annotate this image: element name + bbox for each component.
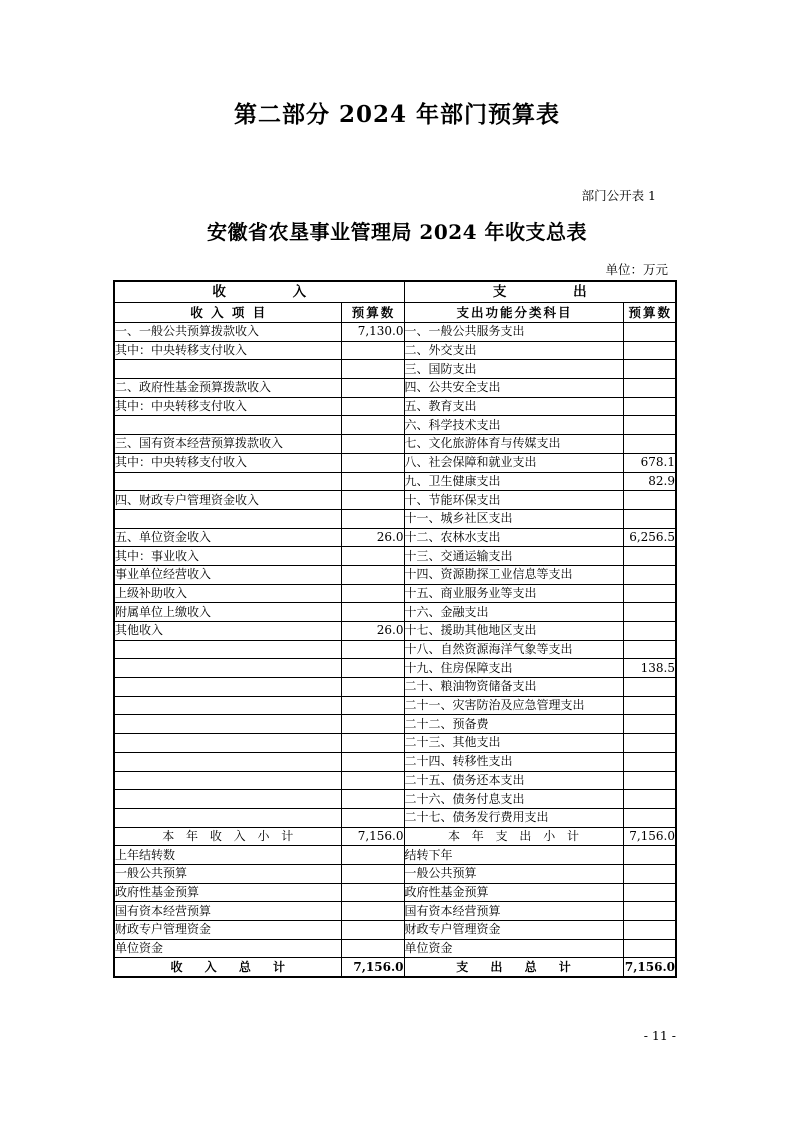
income-item-cell: 政府性基金预算: [114, 883, 341, 902]
expense-item-cell: 单位资金: [404, 939, 623, 958]
table-row: [114, 360, 676, 379]
table-row: [114, 640, 676, 659]
income-item-cell: 附属单位上缴收入: [114, 603, 341, 622]
income-item-cell: [114, 715, 341, 734]
expense-value-cell: 7,156.0: [623, 958, 676, 977]
table-row: [114, 584, 676, 603]
expense-item-cell: 十五、商业服务业等支出: [404, 584, 623, 603]
income-value-cell: [341, 696, 404, 715]
expense-item-cell: 二十四、转移性支出: [404, 752, 623, 771]
income-item-cell: 四、财政专户管理资金收入: [114, 491, 341, 510]
expense-value-cell: [623, 565, 676, 584]
expense-value-cell: [623, 491, 676, 510]
income-value-cell: [341, 379, 404, 398]
income-item-cell: 其中：中央转移支付收入: [114, 341, 341, 360]
income-item-column-header: 收 入 项 目: [114, 303, 341, 323]
expense-item-cell: 四、公共安全支出: [404, 379, 623, 398]
table-row: [114, 491, 676, 510]
income-value-cell: 26.0: [341, 622, 404, 641]
expense-value-cell: 82.9: [623, 472, 676, 491]
income-item-cell: 其中：中央转移支付收入: [114, 397, 341, 416]
expense-value-cell: [623, 921, 676, 940]
expense-item-cell: 政府性基金预算: [404, 883, 623, 902]
income-item-cell: [114, 808, 341, 827]
table-row: [114, 771, 676, 790]
income-value-cell: [341, 659, 404, 678]
income-item-cell: [114, 678, 341, 697]
income-value-cell: [341, 472, 404, 491]
expense-header: 支 出: [404, 281, 676, 303]
income-value-cell: [341, 734, 404, 753]
income-value-cell: [341, 341, 404, 360]
expense-item-cell: 十二、农林水支出: [404, 528, 623, 547]
expense-item-cell: 财政专户管理资金: [404, 921, 623, 940]
income-item-cell: [114, 472, 341, 491]
income-value-cell: [341, 435, 404, 454]
expense-value-cell: 138.5: [623, 659, 676, 678]
expense-value-cell: [623, 323, 676, 342]
table-row: [114, 846, 676, 865]
table-row: [114, 864, 676, 883]
income-item-cell: [114, 509, 341, 528]
expense-value-cell: [623, 696, 676, 715]
expense-item-cell: 八、社会保障和就业支出: [404, 453, 623, 472]
income-value-cell: [341, 771, 404, 790]
expense-item-cell: 六、科学技术支出: [404, 416, 623, 435]
income-value-cell: 7,156.0: [341, 958, 404, 977]
expense-item-cell: 支 出 总 计: [404, 958, 623, 977]
income-item-cell: 财政专户管理资金: [114, 921, 341, 940]
income-item-cell: 三、国有资本经营预算拨款收入: [114, 435, 341, 454]
expense-item-cell: 一、一般公共服务支出: [404, 323, 623, 342]
income-value-cell: [341, 603, 404, 622]
table-label: 部门公开表 1: [581, 188, 656, 203]
table-row: [114, 603, 676, 622]
table-row: [114, 341, 676, 360]
income-value-cell: [341, 453, 404, 472]
income-item-cell: [114, 696, 341, 715]
expense-item-cell: 十九、住房保障支出: [404, 659, 623, 678]
income-value-cell: 7,130.0: [341, 323, 404, 342]
table-row: [114, 547, 676, 566]
expense-item-cell: 九、卫生健康支出: [404, 472, 623, 491]
table-row: [114, 958, 676, 977]
expense-budget-column-header: 预算数: [623, 303, 676, 323]
expense-item-cell: 二、外交支出: [404, 341, 623, 360]
income-value-cell: [341, 565, 404, 584]
expense-value-cell: [623, 603, 676, 622]
expense-item-cell: 十一、城乡社区支出: [404, 509, 623, 528]
income-value-cell: [341, 883, 404, 902]
expense-value-cell: [623, 640, 676, 659]
expense-item-cell: 十七、援助其他地区支出: [404, 622, 623, 641]
expense-value-cell: [623, 678, 676, 697]
table-row: [114, 790, 676, 809]
expense-item-cell: 本 年 支 出 小 计: [404, 827, 623, 846]
income-value-cell: [341, 547, 404, 566]
table-row: [114, 379, 676, 398]
table-row: [114, 323, 676, 342]
table-row: [114, 883, 676, 902]
expense-item-cell: 二十五、债务还本支出: [404, 771, 623, 790]
income-item-cell: 上级补助收入: [114, 584, 341, 603]
expense-item-cell: 十、节能环保支出: [404, 491, 623, 510]
table-row: [114, 509, 676, 528]
expense-value-cell: [623, 622, 676, 641]
table-row: [114, 752, 676, 771]
expense-value-cell: [623, 715, 676, 734]
expense-value-cell: [623, 752, 676, 771]
budget-table: [113, 280, 677, 978]
section-title: 第二部分 2024 年部门预算表: [233, 101, 561, 128]
table-row: [114, 921, 676, 940]
income-item-cell: 一、一般公共预算拨款收入: [114, 323, 341, 342]
income-item-cell: 其中：事业收入: [114, 547, 341, 566]
income-item-cell: 事业单位经营收入: [114, 565, 341, 584]
table-header-row: [114, 281, 676, 303]
table-row: [114, 435, 676, 454]
table-row: [114, 397, 676, 416]
income-value-cell: [341, 808, 404, 827]
expense-item-cell: 二十六、债务付息支出: [404, 790, 623, 809]
table-row: [114, 659, 676, 678]
income-value-cell: [341, 509, 404, 528]
income-value-cell: 26.0: [341, 528, 404, 547]
table-row: [114, 622, 676, 641]
expense-value-cell: [623, 416, 676, 435]
table-row: [114, 939, 676, 958]
page-number: - 11 -: [643, 1028, 676, 1043]
expense-value-cell: [623, 808, 676, 827]
table-row: [114, 696, 676, 715]
unit-note: 单位：万元: [605, 262, 668, 277]
expense-value-cell: 6,256.5: [623, 528, 676, 547]
table-row: [114, 827, 676, 846]
expense-value-cell: [623, 734, 676, 753]
income-item-cell: [114, 734, 341, 753]
income-item-cell: 本 年 收 入 小 计: [114, 827, 341, 846]
table-row: [114, 734, 676, 753]
expense-item-cell: 二十一、灾害防治及应急管理支出: [404, 696, 623, 715]
expense-value-cell: [623, 902, 676, 921]
income-value-cell: [341, 416, 404, 435]
table-row: [114, 902, 676, 921]
column-header-row: [114, 303, 676, 323]
income-value-cell: 7,156.0: [341, 827, 404, 846]
table-row: [114, 528, 676, 547]
table-title: 安徽省农垦事业管理局 2024 年收支总表: [206, 220, 588, 244]
table-row: [114, 808, 676, 827]
income-item-cell: [114, 360, 341, 379]
expense-value-cell: 678.1: [623, 453, 676, 472]
income-item-cell: 二、政府性基金预算拨款收入: [114, 379, 341, 398]
table-row: [114, 678, 676, 697]
expense-item-cell: 二十七、债务发行费用支出: [404, 808, 623, 827]
income-item-cell: [114, 771, 341, 790]
expense-item-cell: 十六、金融支出: [404, 603, 623, 622]
income-item-cell: 其中：中央转移支付收入: [114, 453, 341, 472]
income-value-cell: [341, 715, 404, 734]
expense-value-cell: 7,156.0: [623, 827, 676, 846]
table-row: [114, 416, 676, 435]
expense-value-cell: [623, 883, 676, 902]
income-item-cell: 五、单位资金收入: [114, 528, 341, 547]
expense-item-cell: 国有资本经营预算: [404, 902, 623, 921]
expense-value-cell: [623, 846, 676, 865]
expense-item-cell: 十三、交通运输支出: [404, 547, 623, 566]
income-value-cell: [341, 921, 404, 940]
income-value-cell: [341, 584, 404, 603]
income-item-cell: [114, 416, 341, 435]
expense-item-cell: 十八、自然资源海洋气象等支出: [404, 640, 623, 659]
table-row: [114, 565, 676, 584]
income-value-cell: [341, 397, 404, 416]
expense-item-cell: 三、国防支出: [404, 360, 623, 379]
expense-value-cell: [623, 939, 676, 958]
income-value-cell: [341, 864, 404, 883]
income-value-cell: [341, 360, 404, 379]
income-value-cell: [341, 846, 404, 865]
expense-item-cell: 二十、粮油物资储备支出: [404, 678, 623, 697]
table-row: [114, 453, 676, 472]
income-value-cell: [341, 752, 404, 771]
income-item-cell: 收 入 总 计: [114, 958, 341, 977]
expense-item-column-header: 支出功能分类科目: [404, 303, 623, 323]
expense-item-cell: 七、文化旅游体育与传媒支出: [404, 435, 623, 454]
table-row: [114, 472, 676, 491]
expense-value-cell: [623, 397, 676, 416]
expense-value-cell: [623, 790, 676, 809]
expense-item-cell: 五、教育支出: [404, 397, 623, 416]
income-item-cell: 单位资金: [114, 939, 341, 958]
expense-value-cell: [623, 509, 676, 528]
income-value-cell: [341, 640, 404, 659]
expense-value-cell: [623, 435, 676, 454]
table-row: [114, 715, 676, 734]
expense-value-cell: [623, 379, 676, 398]
expense-value-cell: [623, 341, 676, 360]
expense-item-cell: 十四、资源勘探工业信息等支出: [404, 565, 623, 584]
income-item-cell: 其他收入: [114, 622, 341, 641]
income-header: 收 入: [114, 281, 404, 303]
expense-value-cell: [623, 584, 676, 603]
expense-item-cell: 结转下年: [404, 846, 623, 865]
income-value-cell: [341, 491, 404, 510]
income-item-cell: [114, 659, 341, 678]
income-item-cell: 国有资本经营预算: [114, 902, 341, 921]
income-value-cell: [341, 790, 404, 809]
expense-value-cell: [623, 864, 676, 883]
expense-item-cell: 二十二、预备费: [404, 715, 623, 734]
expense-value-cell: [623, 771, 676, 790]
expense-value-cell: [623, 547, 676, 566]
expense-value-cell: [623, 360, 676, 379]
income-item-cell: 上年结转数: [114, 846, 341, 865]
income-value-cell: [341, 939, 404, 958]
income-item-cell: [114, 640, 341, 659]
income-item-cell: [114, 752, 341, 771]
expense-item-cell: 一般公共预算: [404, 864, 623, 883]
income-budget-column-header: 预算数: [341, 303, 404, 323]
income-item-cell: 一般公共预算: [114, 864, 341, 883]
income-value-cell: [341, 902, 404, 921]
income-item-cell: [114, 790, 341, 809]
expense-item-cell: 二十三、其他支出: [404, 734, 623, 753]
income-value-cell: [341, 678, 404, 697]
